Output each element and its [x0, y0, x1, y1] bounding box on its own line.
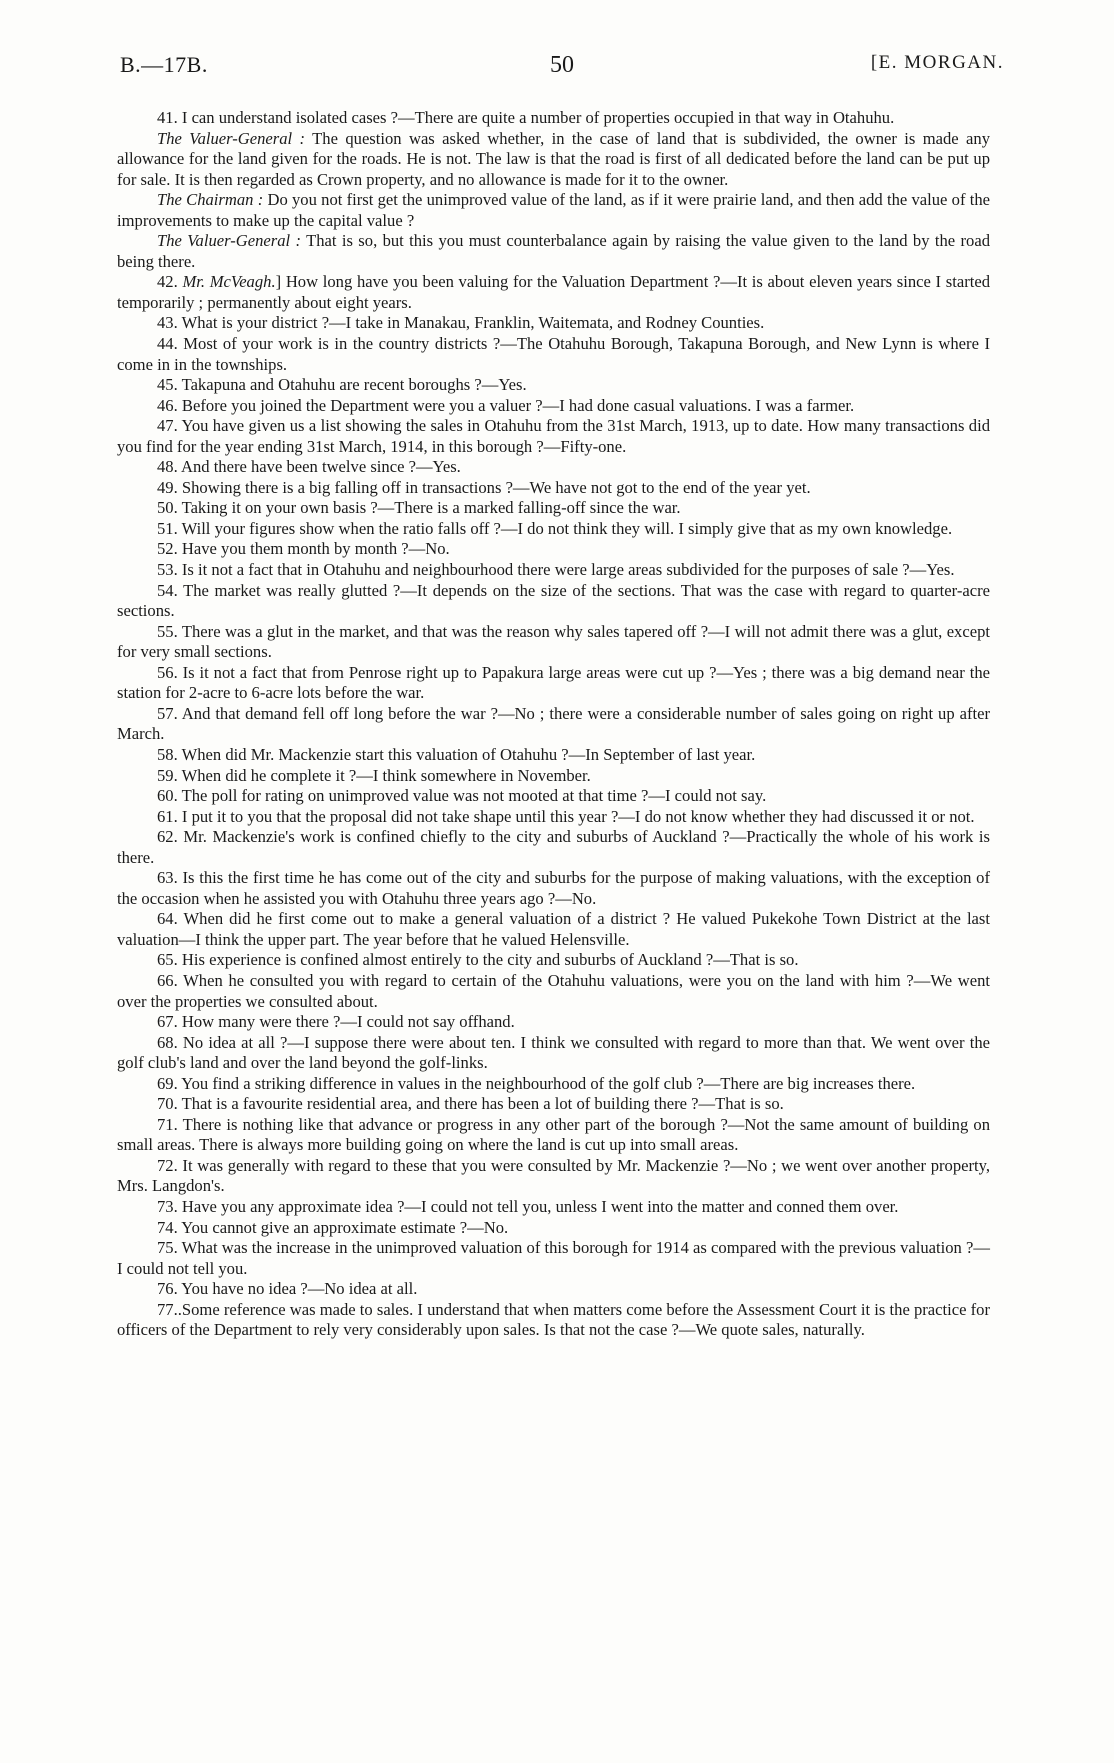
paragraph-text: 60. The poll for rating on unimproved value was not mooted at that time ?—I could not say.: [157, 786, 767, 806]
paragraph-text: 70. That is a favourite residential area, and there has been a lot of building there ?—That is so.: [157, 1094, 784, 1114]
paragraph-text: 53. Is it not a fact that in Otahuhu and neighbourhood there were large areas subdivided for the purposes of sale ?—Yes.: [157, 560, 955, 580]
evidence-paragraph: [117, 539, 990, 560]
evidence-paragraph: [117, 396, 990, 417]
evidence-paragraph: [117, 868, 990, 909]
paragraph-text: 66. When he consulted you with regard to certain of the Otahuhu valuations, were you on the land with him ?—We went over the properties we consulted about.: [117, 970, 990, 1011]
paragraph-text: 73. Have you any approximate idea ?—I could not tell you, unless I went into the matter and conned them over.: [157, 1196, 899, 1216]
evidence-paragraph: [117, 498, 990, 519]
evidence-paragraph: [117, 909, 990, 950]
evidence-paragraph: [117, 1300, 990, 1341]
paragraph-text: 77..Some reference was made to sales. I understand that when matters come before the Assessment Court it is the practice for officers of the Department to rely very considerably upon sales. Is that not the case ?—We quote sales, naturally.: [117, 1299, 990, 1340]
paragraph-text: 49. Showing there is a big falling off in transactions ?—We have not got to the end of the year yet.: [157, 477, 811, 497]
paragraph-text: ] How long have you been valuing for the Valuation Department ?—It is about eleven years since I started temporarily ; permanently about eight years.: [117, 272, 990, 312]
paragraph-text: 54. The market was really glutted ?—It depends on the size of the sections. That was the case with regard to quarter-acre sections.: [117, 580, 990, 621]
evidence-paragraph: [117, 971, 990, 1012]
evidence-paragraph: [117, 272, 990, 313]
paragraph-text: 74. You cannot give an approximate estimate ?—No.: [157, 1217, 509, 1237]
examiner-name: Mr. McVeagh.: [182, 272, 276, 292]
evidence-text: [117, 108, 990, 1341]
evidence-paragraph: [117, 313, 990, 334]
paragraph-text: 68. No idea at all ?—I suppose there were about ten. I think we consulted with regard to more than that. We went over the golf club's land and over the land beyond the golf-links.: [117, 1032, 990, 1073]
evidence-paragraph: [117, 1094, 990, 1115]
evidence-paragraph: [117, 1074, 990, 1095]
evidence-paragraph: [117, 704, 990, 745]
paragraph-text: 51. Will your figures show when the ratio falls off ?—I do not think they will. I simply give that as my own knowledge.: [157, 518, 953, 538]
paragraph-text: 45. Takapuna and Otahuhu are recent boroughs ?—Yes.: [157, 375, 527, 395]
evidence-paragraph: [117, 334, 990, 375]
evidence-paragraph: [117, 190, 990, 231]
paragraph-text: Do you not first get the unimproved value of the land, as if it were prairie land, and then add the value of the improvements to make up the capital value ?: [117, 190, 991, 230]
evidence-paragraph: [117, 1012, 990, 1033]
page-number: 50: [550, 52, 574, 78]
evidence-paragraph: [117, 663, 990, 704]
evidence-paragraph: [117, 1156, 990, 1197]
question-number: 42.: [157, 272, 183, 292]
evidence-paragraph: [117, 519, 990, 540]
paragraph-text: 67. How many were there ?—I could not say offhand.: [157, 1012, 515, 1032]
evidence-paragraph: [117, 827, 990, 868]
evidence-paragraph: [117, 1033, 990, 1074]
paragraph-text: 46. Before you joined the Department were you a valuer ?—I had done casual valuations. I was a farmer.: [157, 395, 855, 415]
paragraph-text: 56. Is it not a fact that from Penrose right up to Papakura large areas were cut up ?—Yes ; there was a big demand near the station for 2-acre to 6-acre lots before the war.: [117, 662, 990, 703]
paragraph-text: 62. Mr. Mackenzie's work is confined chiefly to the city and suburbs of Auckland ?—Practically the whole of his work is there.: [117, 827, 990, 867]
paragraph-text: 71. There is nothing like that advance or progress in any other part of the borough ?—Not the same amount of building on small areas. There is always more building going on where the land is cut up into small areas.: [117, 1114, 990, 1155]
paragraph-text: 61. I put it to you that the proposal did not take shape until this year ?—I do not know whether they had discussed it or not.: [157, 806, 975, 826]
document-reference: B.—17B.: [120, 52, 208, 77]
evidence-paragraph: [117, 108, 990, 129]
evidence-paragraph: [117, 1238, 990, 1279]
speaker-name: The Valuer-General :: [157, 128, 306, 148]
speaker-name: The Valuer-General :: [157, 231, 302, 251]
paragraph-text: 69. You find a striking difference in values in the neighbourhood of the golf club ?—There are big increases there.: [157, 1073, 916, 1093]
evidence-paragraph: [117, 786, 990, 807]
paragraph-text: 65. His experience is confined almost entirely to the city and suburbs of Auckland ?—That is so.: [157, 950, 799, 970]
paragraph-text: 55. There was a glut in the market, and that was the reason why sales tapered off ?—I will not admit there was a glut, except for very small sections.: [117, 621, 990, 662]
page-header: [120, 52, 1004, 92]
paragraph-text: 75. What was the increase in the unimproved valuation of this borough for 1914 as compared with the previous valuation ?—I could not tell you.: [117, 1238, 990, 1278]
paragraph-text: 41. I can understand isolated cases ?—There are quite a number of properties occupied in that way in Otahuhu.: [157, 108, 895, 127]
evidence-paragraph: [117, 416, 990, 457]
paragraph-text: The question was asked whether, in the case of land that is subdivided, the owner is made any allowance for the land given for the roads. He is not. The law is that the road is first of all dedicated before the land can be put up for sale. It is then regarded as Crown property, and no allowance is made for it to the owner.: [117, 128, 990, 189]
evidence-paragraph: [117, 231, 990, 272]
evidence-paragraph: [117, 1115, 990, 1156]
paragraph-text: 63. Is this the first time he has come out of the city and suburbs for the purpose of making valuations, with the exception of the occasion when he assisted you with Otahuhu three years ago ?—No.: [117, 868, 990, 908]
evidence-paragraph: [117, 950, 990, 971]
evidence-paragraph: [117, 745, 990, 766]
paragraph-text: 57. And that demand fell off long before the war ?—No ; there were a considerable number of sales going on right up after March.: [117, 703, 990, 744]
evidence-paragraph: [117, 581, 990, 622]
paragraph-text: 47. You have given us a list showing the sales in Otahuhu from the 31st March, 1913, up to date. How many transactions did you find for the year ending 31st March, 1914, in this borough ?—Fifty-one.: [117, 416, 990, 456]
paragraph-text: 48. And there have been twelve since ?—Yes.: [157, 457, 461, 477]
paragraph-text: 44. Most of your work is in the country districts ?—The Otahuhu Borough, Takapuna Borough, and New Lynn is where I come in in the townships.: [117, 334, 990, 374]
evidence-paragraph: [117, 622, 990, 663]
evidence-paragraph: [117, 478, 990, 499]
paragraph-text: 76. You have no idea ?—No idea at all.: [157, 1279, 418, 1299]
paragraph-text: 64. When did he first come out to make a general valuation of a district ? He valued Pukekohe Town District at the last valuation—I think the upper part. The year before that he valued Helensville.: [117, 909, 990, 949]
paragraph-text: 43. What is your district ?—I take in Manakau, Franklin, Waitemata, and Rodney Counties.: [157, 313, 765, 333]
evidence-paragraph: [117, 1218, 990, 1239]
evidence-paragraph: [117, 457, 990, 478]
evidence-paragraph: [117, 129, 990, 191]
paragraph-text: That is so, but this you must counterbalance again by raising the value given to the land by the road being there.: [117, 231, 990, 271]
evidence-paragraph: [117, 375, 990, 396]
paragraph-text: 72. It was generally with regard to these that you were consulted by Mr. Mackenzie ?—No ; we went over another property, Mrs. Langdon's.: [117, 1155, 990, 1196]
paragraph-text: 59. When did he complete it ?—I think somewhere in November.: [157, 765, 591, 785]
evidence-paragraph: [117, 807, 990, 828]
evidence-paragraph: [117, 766, 990, 787]
evidence-paragraph: [117, 1279, 990, 1300]
paragraph-text: 52. Have you them month by month ?—No.: [157, 539, 450, 559]
paragraph-text: 58. When did Mr. Mackenzie start this valuation of Otahuhu ?—In September of last year.: [157, 744, 756, 764]
speaker-name: The Chairman :: [157, 190, 264, 210]
evidence-paragraph: [117, 560, 990, 581]
paragraph-text: 50. Taking it on your own basis ?—There is a marked falling-off since the war.: [157, 498, 681, 518]
witness-name: [E. MORGAN.: [870, 52, 1004, 73]
evidence-paragraph: [117, 1197, 990, 1218]
